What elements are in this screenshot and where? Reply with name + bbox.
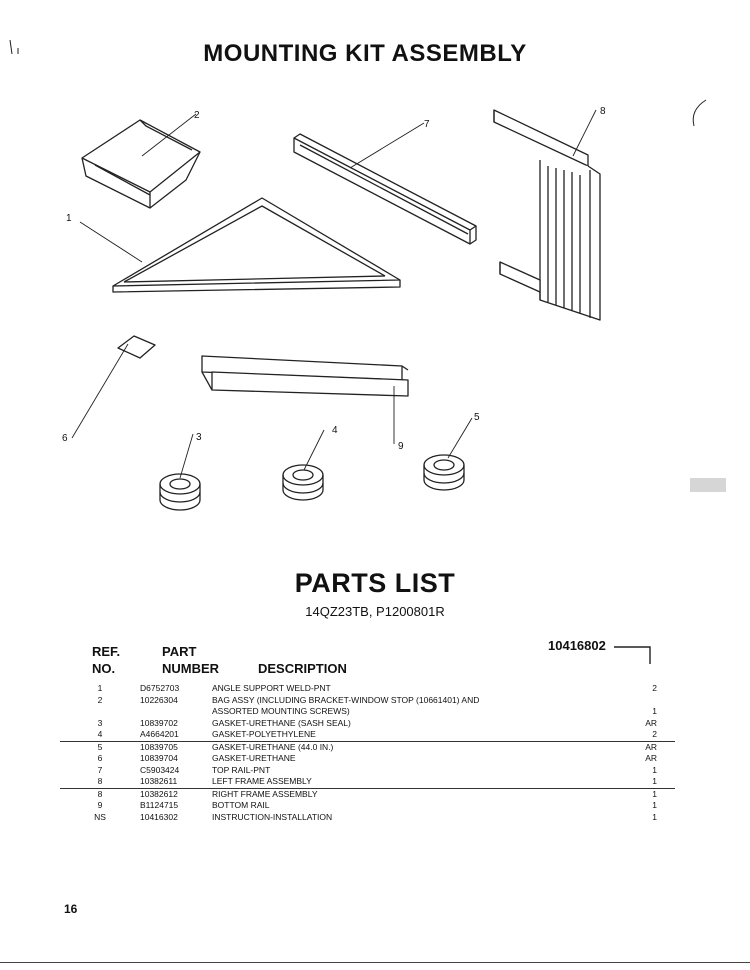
- description-cell: TOP RAIL-PNT: [212, 764, 271, 775]
- table-row: [60, 812, 675, 824]
- description-header: DESCRIPTION: [258, 661, 347, 676]
- ref-cell: 4: [97, 729, 103, 739]
- ref-cell: 8: [60, 788, 140, 800]
- description-cell: ASSORTED MOUNTING SCREWS): [212, 706, 350, 716]
- frame-assembly-drawing: [494, 110, 600, 320]
- ref-cell: 8: [97, 776, 103, 786]
- quantity-cell: 2: [652, 683, 657, 693]
- doc-number-bracket: [614, 640, 654, 666]
- description-cell: GASKET-URETHANE (44.0 IN.): [212, 741, 622, 753]
- part-number-cell: A4664201: [140, 729, 179, 739]
- part-number-cell: 10382612: [140, 788, 212, 800]
- bottom-rule: [0, 962, 750, 963]
- part-number-cell: 10839704: [140, 753, 178, 763]
- description-cell: INSTRUCTION-INSTALLATION: [212, 811, 333, 822]
- ref-cell: NS: [94, 811, 106, 822]
- callout-5: 5: [474, 412, 480, 423]
- quantity-cell: 2: [652, 729, 657, 739]
- table-row: [60, 683, 675, 695]
- callout-8: 8: [600, 106, 606, 117]
- part-number-cell: 10839702: [140, 717, 178, 728]
- part-number-cell: B1124715: [140, 800, 179, 810]
- quantity-cell: 1: [652, 706, 657, 716]
- part-number-cell: 10416302: [140, 811, 178, 822]
- parts-table: [60, 683, 675, 823]
- table-row: [60, 753, 675, 765]
- description-cell: GASKET-URETHANE (SASH SEAL): [212, 717, 351, 728]
- table-row: [60, 718, 675, 730]
- callout-3: 3: [196, 432, 202, 443]
- callout-7: 7: [424, 119, 430, 130]
- ref-cell: 2: [97, 694, 103, 705]
- table-row: [60, 788, 675, 800]
- quantity-cell: AR: [645, 717, 657, 728]
- bottom-rail-drawing: [202, 356, 408, 396]
- top-rail-drawing: [294, 134, 476, 244]
- page-title: MOUNTING KIT ASSEMBLY: [203, 40, 527, 67]
- ref-cell: 9: [97, 800, 103, 810]
- quantity-cell: AR: [622, 741, 675, 753]
- callout-9: 9: [398, 441, 404, 452]
- description-cell: LEFT FRAME ASSEMBLY: [212, 776, 312, 786]
- table-row: [60, 706, 675, 718]
- description-cell: GASKET-POLYETHYLENE: [212, 729, 316, 739]
- part-number-cell: D6752703: [140, 683, 180, 693]
- part-number-cell: C5903424: [140, 764, 180, 775]
- part-number-cell: 10226304: [140, 694, 178, 705]
- quantity-cell: 1: [622, 788, 675, 800]
- model-numbers: 14QZ23TB, P1200801R: [305, 604, 445, 619]
- part-number-cell: 10839705: [140, 741, 212, 753]
- table-row: [60, 765, 675, 777]
- quantity-cell: [622, 695, 675, 707]
- quantity-cell: 1: [652, 800, 657, 810]
- gasket-roll-5-drawing: [424, 455, 464, 490]
- parts-list-title: PARTS LIST: [294, 568, 456, 598]
- callout-1: 1: [66, 213, 72, 224]
- description-cell: RIGHT FRAME ASSEMBLY: [212, 788, 622, 800]
- table-row: [60, 695, 675, 707]
- ref-cell: 1: [97, 683, 103, 693]
- ref-cell: 7: [97, 764, 103, 775]
- bag-assembly-drawing: [82, 120, 200, 208]
- table-row: [60, 800, 675, 812]
- part-number-cell: [140, 706, 212, 718]
- ref-cell: 5: [60, 741, 140, 753]
- gasket-pad-drawing: [118, 336, 155, 358]
- table-row: [60, 776, 675, 788]
- table-row: [60, 741, 675, 753]
- gasket-roll-4-drawing: [283, 465, 323, 500]
- angle-support-drawing: [113, 198, 400, 292]
- gasket-roll-3-drawing: [160, 474, 200, 510]
- description-cell: GASKET-URETHANE: [212, 753, 296, 763]
- document-number: 10416802: [548, 638, 606, 653]
- description-cell: BOTTOM RAIL: [212, 800, 270, 810]
- ref-cell: 3: [97, 717, 103, 728]
- callout-6: 6: [62, 433, 68, 444]
- callout-2: 2: [194, 110, 200, 121]
- quantity-cell: 1: [652, 811, 657, 822]
- quantity-cell: 1: [652, 764, 657, 775]
- ref-no-header: REF. NO.: [92, 644, 121, 676]
- quantity-cell: 1: [652, 776, 657, 786]
- table-row: [60, 729, 675, 741]
- part-number-header: PART NUMBER: [162, 644, 220, 676]
- part-number-cell: 10382611: [140, 776, 178, 786]
- callout-4: 4: [332, 425, 338, 436]
- quantity-cell: AR: [645, 753, 657, 763]
- description-cell: BAG ASSY (INCLUDING BRACKET-WINDOW STOP (10661401) AND: [212, 694, 480, 705]
- ref-cell: 6: [97, 753, 103, 763]
- ref-cell: [60, 706, 140, 718]
- page-number: 16: [64, 902, 78, 916]
- description-cell: ANGLE SUPPORT WELD-PNT: [212, 683, 331, 693]
